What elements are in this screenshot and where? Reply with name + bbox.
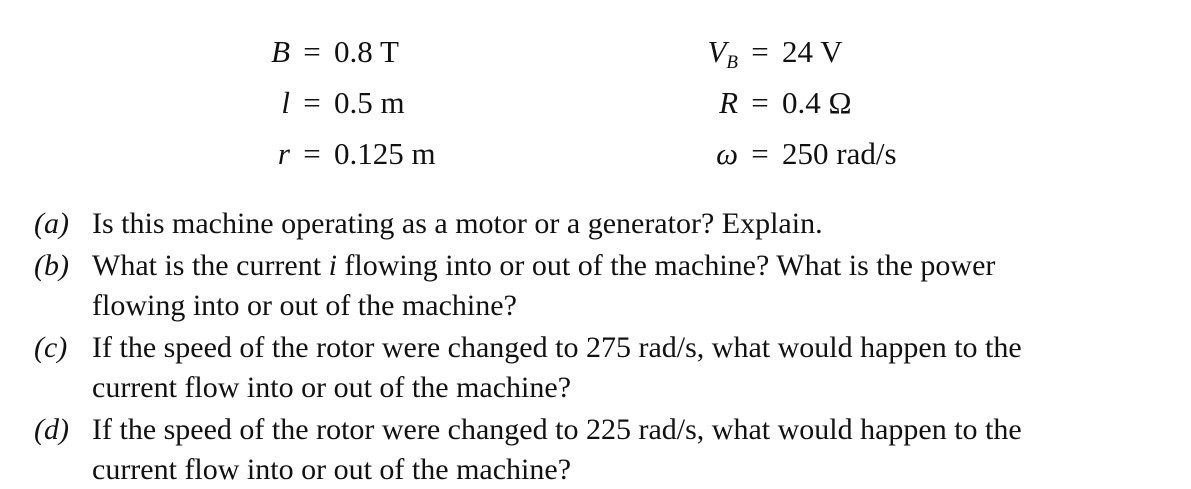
given-r [250,136,436,172]
given-r-equals: = [303,136,321,171]
given-VB [672,34,843,81]
given-B-symbol: B [271,34,290,69]
given-r-symbol: r [277,136,290,171]
given-VB-equals: = [751,34,769,69]
given-omega-value: 250 rad/s [782,136,897,171]
given-l-equals: = [303,85,321,120]
given-B-equals: = [303,34,321,69]
question-d-line-1: If the speed of the rotor were changed to 225 rad/s, what would happen to the [92,413,1022,446]
given-l [250,85,405,121]
question-c-tag: (c) [34,331,68,364]
given-VB-symbol [672,34,738,81]
given-VB-value: 24 V [782,34,843,69]
question-b-line-1 [92,246,995,285]
question-a-tag: (a) [34,207,69,240]
given-omega-equals: = [751,136,769,171]
question-d-line-2: current flow into or out of the machine? [92,453,572,486]
question-b-tag: (b) [34,249,69,282]
given-R [672,85,852,121]
given-r-value: 0.125 m [334,136,436,171]
given-l-value: 0.5 m [334,85,405,120]
given-values [0,0,1191,190]
question-b-text-before: What is the current [92,249,329,282]
given-omega-symbol: ω [716,136,738,171]
question-b-line-2: flowing into or out of the machine? [92,289,517,322]
question-b-variable: i [328,249,337,282]
question-c-line-1: If the speed of the rotor were changed to 275 rad/s, what would happen to the [92,331,1022,364]
given-l-symbol: l [281,85,290,120]
given-B-value: 0.8 T [334,34,399,69]
given-B [250,34,399,70]
given-R-symbol: R [719,85,738,120]
given-R-value: 0.4 Ω [782,85,852,120]
given-omega [672,136,897,172]
question-a-line-1: Is this machine operating as a motor or a generator? Explain. [92,207,823,240]
question-b-text-after: flowing into or out of the machine? What is the power [336,249,996,282]
question-d-tag: (d) [34,413,69,446]
given-R-equals: = [751,85,769,120]
question-c-line-2: current flow into or out of the machine? [92,371,572,404]
given-VB-letter: V [707,34,727,69]
given-VB-subscript: B [726,52,738,73]
